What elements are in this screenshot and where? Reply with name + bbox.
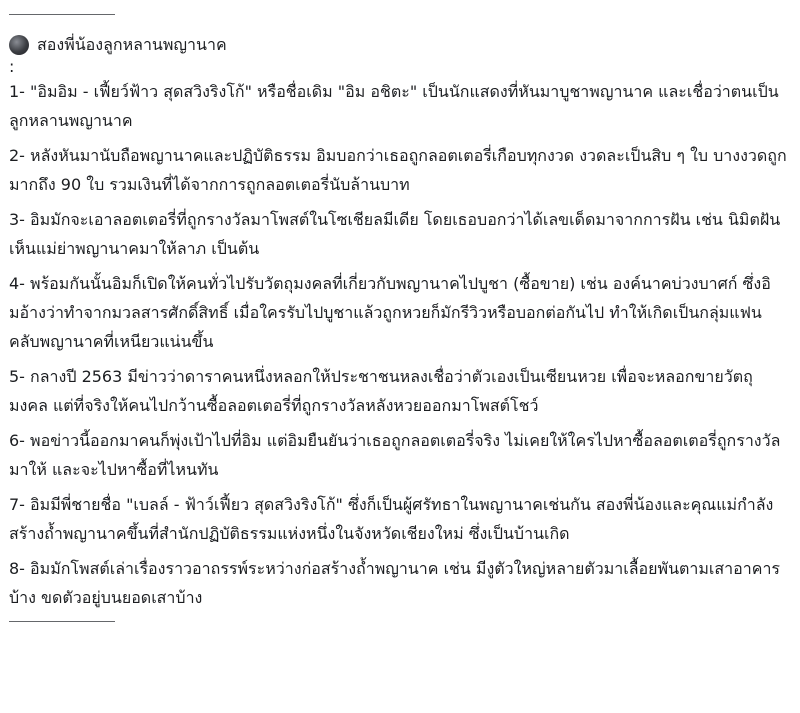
post-item-6: 6- พอข่าวนี้ออกมาคนก็พุ่งเป้าไปที่อิม แต่อิมยืนยันว่าเธอถูกลอตเตอรี่จริง ไม่เคยให้ใครไปหาซื้อลอตเตอรี่ถูกรางวัลมาให้ และจะไปหาซื้อที่ไหนทัน [9, 431, 781, 479]
post-item-2: 2- หลังหันมานับถือพญานาคและปฏิบัติธรรม อิมบอกว่าเธอถูกลอตเตอรี่เกือบทุกงวด งวดละเป็นสิบ ๆ ใบ บางงวดถูกมากถึง 90 ใบ รวมเงินที่ได้จากการถูกลอตเตอรี่นับล้านบาท [9, 146, 787, 194]
post-items [9, 77, 791, 612]
post-heading-text: สองพี่น้องลูกหลานพญานาค [37, 35, 227, 54]
divider-top [9, 14, 115, 15]
post-item-5: 5- กลางปี 2563 มีข่าวว่าดาราคนหนึ่งหลอกให้ประชาชนหลงเชื่อว่าตัวเองเป็นเซียนหวย เพื่อจะหลอกขายวัตถุมงคล แต่ที่จริงให้คนไปกว้านซื้อลอตเตอรี่ที่ถูกรางวัลหลังหวยออกมาโพสต์โชว์ [9, 367, 753, 415]
post-item-1: 1- "อิมอิม - เฟี้ยว์ฟ้าว สุดสวิงริงโก้" หรือชื่อเดิม "อิม อชิตะ" เป็นนักแสดงที่หันมาบูชาพญานาค และเชื่อว่าตนเป็นลูกหลานพญานาค [9, 82, 779, 130]
post-item-4: 4- พร้อมกันนั้นอิมก็เปิดให้คนทั่วไปรับวัตถุมงคลที่เกี่ยวกับพญานาคไปบูชา (ซื้อขาย) เช่น องค์นาคบ่วงบาศก์ ซึ่งอิมอ้างว่าทำจากมวลสารศักดิ์สิทธิ์ เมื่อใครรับไปบูชาแล้วถูกหวยก็มักรีวิวหรือบอกต่อกันไป ทำให้เกิดเป็นกลุ่มแฟนคลับพญานาคที่เหนียวแน่นขึ้น [9, 274, 771, 351]
post-item-8: 8- อิมมักโพสต์เล่าเรื่องราวอาถรรพ์ระหว่างก่อสร้างถ้ำพญานาค เช่น มีงูตัวใหญ่หลายตัวมาเลื้อยพันตามเสาอาคารบ้าง ขดตัวอยู่บนยอดเสาบ้าง [9, 559, 781, 607]
colon-line: : [9, 57, 15, 76]
post-item-3: 3- อิมมักจะเอาลอตเตอรี่ที่ถูกรางวัลมาโพสต์ในโซเชียลมีเดีย โดยเธอบอกว่าได้เลขเด็ดมาจากการฝัน เช่น นิมิตฝันเห็นแม่ย่าพญานาคมาให้ลาภ เป็นต้น [9, 210, 781, 258]
post-item-7: 7- อิมมีพี่ชายชื่อ "เบลล์ - ฟ้าว์เฟี้ยว สุดสวิงริงโก้" ซึ่งก็เป็นผู้ศรัทธาในพญานาคเช่นกัน สองพี่น้องและคุณแม่กำลังสร้างถ้ำพญานาคขึ้นที่สำนักปฏิบัติธรรมแห่งหนึ่งในจังหวัดเชียงใหม่ ซึ่งเป็นบ้านเกิด [9, 495, 774, 543]
post-body [9, 0, 791, 622]
post-heading [9, 34, 791, 56]
divider-bottom [9, 621, 115, 622]
black-circle-icon [9, 35, 29, 55]
